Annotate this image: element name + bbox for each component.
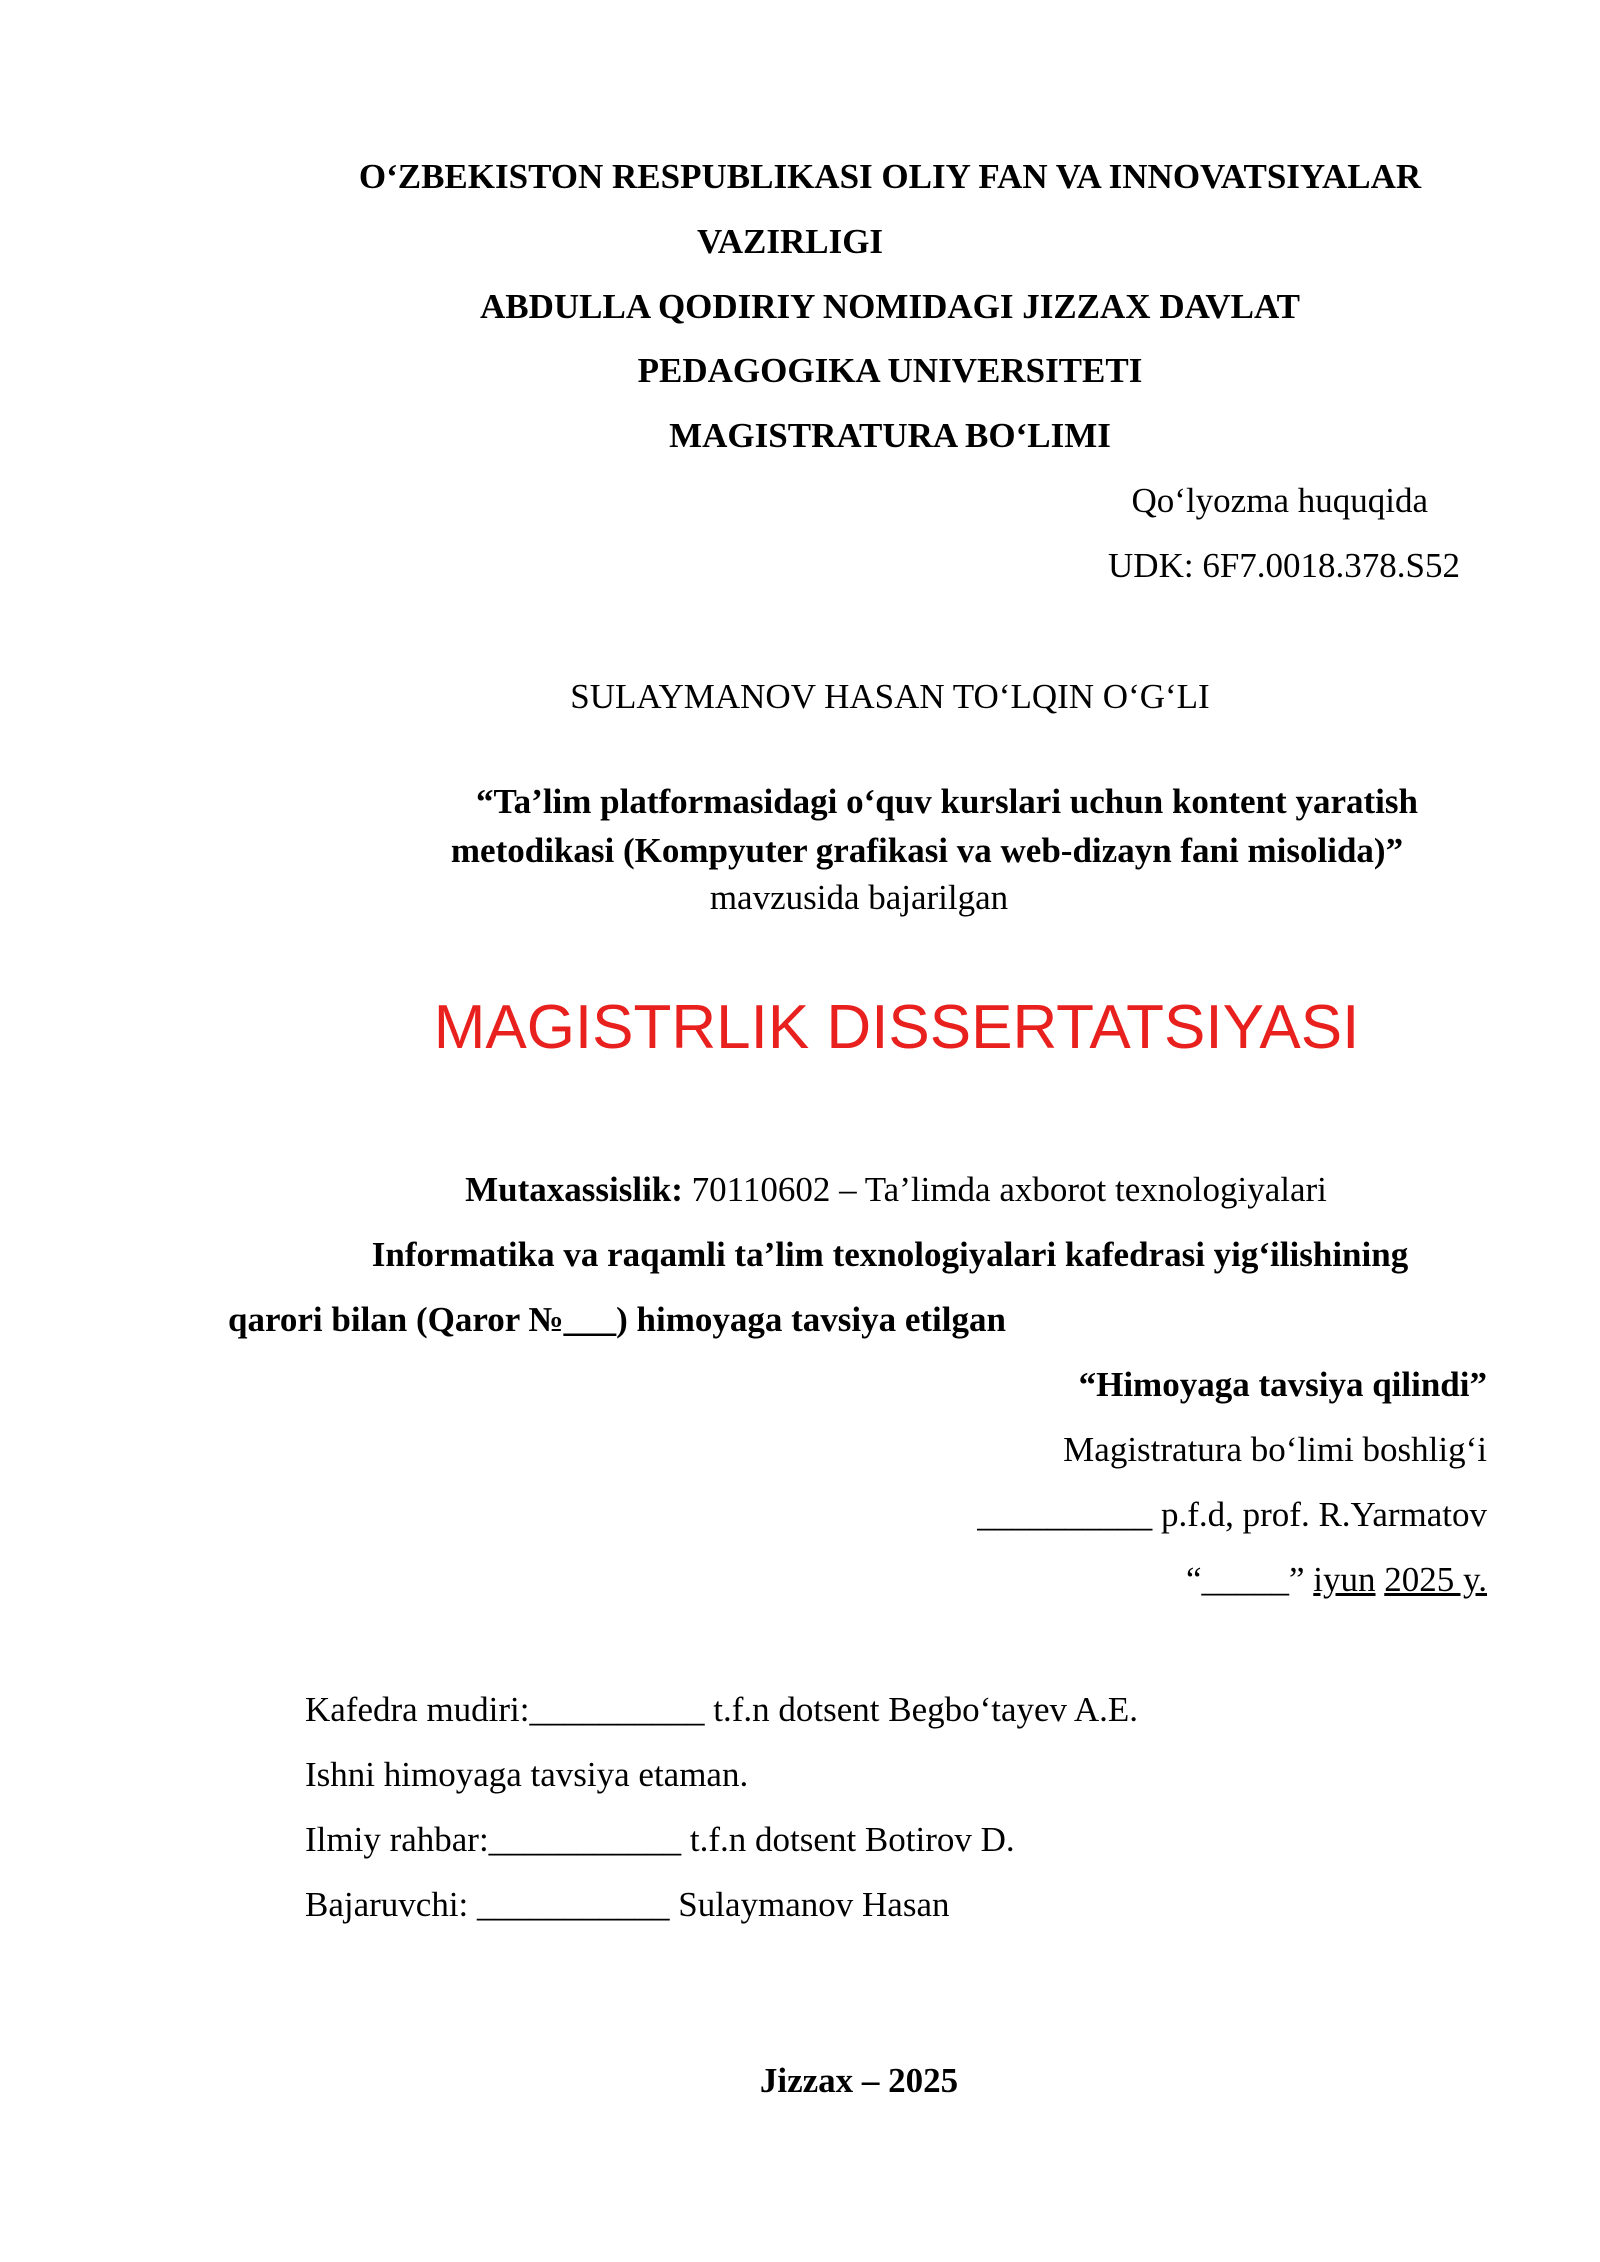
scientific-supervisor: Ilmiy rahbar:___________ t.f.n dotsent Botirov D. (305, 1820, 1015, 1859)
recommendation-line-2: qarori bilan (Qaror №___) himoyaga tavsiya etilgan (228, 1300, 1006, 1339)
document-title: MAGISTRLIK DISSERTATSIYASI (433, 993, 1360, 1062)
university-line-2: PEDAGOGIKA UNIVERSITETI (637, 351, 1143, 390)
recommend-statement: Ishni himoyaga tavsiya etaman. (305, 1755, 749, 1794)
ministry-line-2: VAZIRLIGI (696, 222, 884, 261)
specialty-label: Mutaxassislik: (465, 1170, 683, 1209)
university-line-1: ABDULLA QODIRIY NOMIDAGI JIZZAX DAVLAT (479, 287, 1301, 326)
approval-date-year: 2025 y. (1384, 1560, 1487, 1599)
head-of-department: Kafedra mudiri:__________ t.f.n dotsent Begbo‘tayev A.E. (305, 1690, 1139, 1729)
ministry-line-1: O‘ZBEKISTON RESPUBLIKASI OLIY FAN VA INNOVATSIYALAR (358, 157, 1422, 196)
topic-line-3: mavzusida bajarilgan (709, 878, 1009, 917)
topic-line-2: metodikasi (Kompyuter grafikasi va web-dizayn fani misolida)” (450, 831, 1404, 870)
approval-date (0, 1562, 1487, 1597)
author-name: SULAYMANOV HASAN TO‘LQIN O‘G‘LI (570, 677, 1210, 716)
approval-signature: __________ p.f.d, prof. R.Yarmatov (977, 1495, 1487, 1534)
recommendation-line-1: Informatika va raqamli ta’lim texnologiyalari kafedrasi yig‘ilishining (371, 1235, 1409, 1274)
topic-line-1: “Ta’lim platformasidagi o‘quv kurslari uchun kontent yaratish (476, 782, 1418, 821)
specialty (96, 1172, 1600, 1207)
approval-position: Magistratura bo‘limi boshlig‘i (1063, 1430, 1487, 1469)
manuscript-rights: Qo‘lyozma huquqida (1131, 481, 1428, 520)
udk-code: UDK: 6F7.0018.378.S52 (1108, 546, 1460, 585)
approval-date-month: iyun (1313, 1560, 1376, 1599)
department-name: MAGISTRATURA BO‘LIMI (669, 416, 1111, 455)
approval-date-prefix: “_____” (1185, 1560, 1305, 1599)
approval-heading: “Himoyaga tavsiya qilindi” (1078, 1365, 1487, 1404)
city-year: Jizzax – 2025 (759, 2061, 959, 2100)
executor: Bajaruvchi: ___________ Sulaymanov Hasan (305, 1885, 950, 1924)
specialty-value: 70110602 – Ta’limda axborot texnologiyalari (691, 1170, 1327, 1209)
